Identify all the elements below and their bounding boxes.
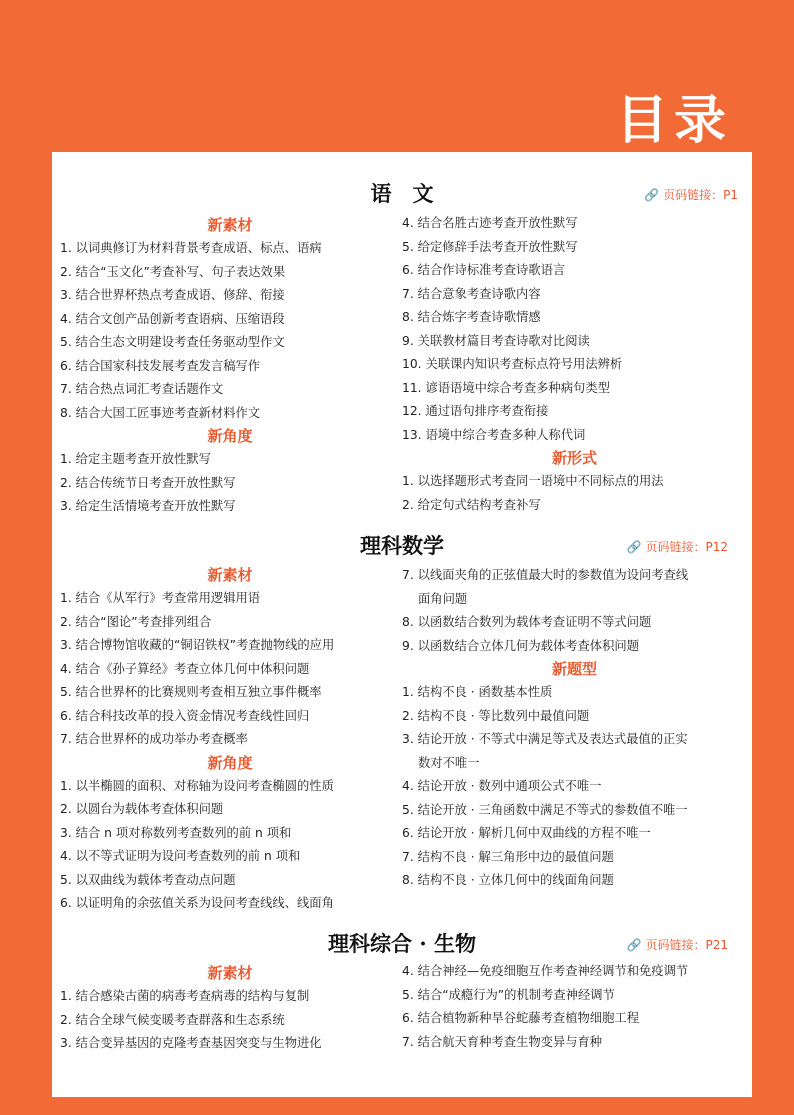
group-heading: 新素材 [207,964,253,982]
page-link-biology[interactable] [627,936,728,953]
list-item: 1. 给定主题考查开放性默写 [60,452,211,466]
list-item: 6. 结合科技改革的投入资金情况考查线性回归 [60,708,310,723]
list-item: 2. 结合“玉文化”考查补写、句子表达效果 [60,264,286,279]
list-item: 2. 给定句式结构考查补写 [402,497,541,512]
list-item: 2. 结合“图论”考查排列组合 [60,614,212,629]
list-item: 4. 结论开放 · 数列中通项公式不唯一 [402,779,602,793]
list-item: 6. 结合作诗标准考查诗歌语言 [402,263,566,277]
list-item: 1. 结合感染古菌的病毒考查病毒的结构与复制 [60,989,310,1003]
list-item: 7. 结合世界杯的成功举办考查概率 [60,732,248,746]
page-link-label: 页码链接：P12 [645,540,728,554]
list-item: 3. 结合博物馆收藏的“铜诏铁权”考查抛物线的应用 [60,638,335,652]
list-item: 1. 以词典修订为材料背景考查成语、标点、语病 [60,241,322,255]
list-item: 7. 结合航天育种考查生物变异与育种 [402,1034,603,1049]
section-title-biology: 理科综合 · 生物 [328,931,476,956]
list-item: 5. 结合世界杯的比赛规则考查相互独立事件概率 [60,685,322,699]
list-item: 11. 谚语语境中综合考查多种病句类型 [402,380,610,395]
list-item: 7. 结合热点词汇考查话题作文 [60,382,224,396]
list-item: 12. 通过语句排序考查衔接 [402,404,549,418]
list-item: 6. 以证明角的余弦值关系为设问考查线线、线面角 [60,896,334,910]
section-title-chinese: 语 文 [370,181,434,206]
list-item: 1. 结构不良 · 函数基本性质 [402,685,553,699]
list-item-continuation: 数对不唯一 [418,755,480,770]
list-item: 4. 结合神经—免疫细胞互作考查神经调节和免疫调节 [402,964,689,978]
column-right-chinese [402,212,747,517]
list-item: 3. 给定生活情境考查开放性默写 [60,499,236,513]
page-link-label: 页码链接：P21 [645,938,728,952]
group-heading: 新素材 [207,566,253,584]
page-link-math[interactable] [627,538,728,555]
list-item-continuation: 面角问题 [418,591,468,606]
list-item: 8. 结构不良 · 立体几何中的线面角问题 [402,873,614,887]
column-left-chinese [60,214,400,519]
contents-card [52,152,752,1097]
list-item: 3. 结论开放 · 不等式中满足等式及表达式最值的正实 [402,732,688,746]
list-item: 4. 结合《孙子算经》考查立体几何中体积问题 [60,661,310,676]
group-heading: 新素材 [207,216,253,234]
list-item: 3. 结合世界杯热点考查成语、修辞、衔接 [60,288,285,302]
list-item: 5. 结合生态文明建设考查任务驱动型作文 [60,335,285,349]
list-item: 4. 以不等式证明为设问考查数列的前 n 项和 [60,849,301,863]
list-item: 4. 结合名胜古迹考查开放性默写 [402,216,578,230]
page-link-label: 页码链接：P1 [663,188,738,202]
link-icon: 🔗 [626,540,642,554]
list-item: 3. 结合变异基因的克隆考查基因突变与生物进化 [60,1036,322,1050]
group-heading: 新题型 [551,660,597,678]
page-title: 目录 [615,91,732,151]
list-item: 9. 关联教材篇目考查诗歌对比阅读 [402,333,590,348]
link-icon: 🔗 [644,188,660,202]
list-item: 7. 结构不良 · 解三角形中边的最值问题 [402,849,614,864]
list-item: 9. 以函数结合立体几何为载体考查体积问题 [402,638,639,653]
list-item: 2. 结构不良 · 等比数列中最值问题 [402,708,590,723]
list-item: 5. 以双曲线为载体考查动点问题 [60,872,236,887]
column-right-math [402,564,747,893]
list-item: 6. 结合国家科技发展考查发言稿写作 [60,358,261,373]
list-item: 1. 结合《从军行》考查常用逻辑用语 [60,591,261,605]
list-item: 6. 结合植物新种旱谷蛇藤考查植物细胞工程 [402,1011,639,1025]
list-item: 2. 结合传统节日考查开放性默写 [60,475,236,490]
list-item: 7. 以线面夹角的正弦值最大时的参数值为设问考查线 [402,568,689,582]
group-heading: 新角度 [207,427,253,445]
column-left-math [60,564,400,916]
group-heading: 新角度 [207,753,253,772]
list-item: 1. 以选择题形式考查同一语境中不同标点的用法 [402,474,664,488]
page-link-chinese[interactable] [644,186,738,203]
list-item: 1. 以半椭圆的面积、对称轴为设问考查椭圆的性质 [60,778,334,793]
list-item: 8. 以函数结合数列为载体考查证明不等式问题 [402,615,652,629]
list-item: 8. 结合大国工匠事迹考查新材料作文 [60,405,261,420]
list-item: 10. 关联课内知识考查标点符号用法辨析 [402,357,623,371]
list-item: 13. 语境中综合考查多种人称代词 [402,427,586,442]
list-item: 2. 以圆台为载体考查体积问题 [60,802,224,816]
list-item: 2. 结合全球气候变暖考查群落和生态系统 [60,1012,285,1027]
list-item: 5. 结合“成瘾行为”的机制考查神经调节 [402,987,615,1002]
column-left-biology [60,962,400,1056]
section-title-math: 理科数学 [360,533,444,558]
list-item: 5. 结论开放 · 三角函数中满足不等式的参数值不唯一 [402,802,688,817]
list-item: 6. 结论开放 · 解析几何中双曲线的方程不唯一 [402,826,651,840]
list-item: 8. 结合炼字考查诗歌情感 [402,310,541,324]
column-right-biology [402,960,747,1054]
list-item: 7. 结合意象考查诗歌内容 [402,286,541,301]
link-icon: 🔗 [626,938,642,952]
list-item: 3. 结合 n 项对称数列考查数列的前 n 项和 [60,825,292,840]
list-item: 4. 结合文创产品创新考查语病、压缩语段 [60,311,285,326]
list-item: 5. 给定修辞手法考查开放性默写 [402,239,578,254]
group-heading: 新形式 [551,449,597,467]
